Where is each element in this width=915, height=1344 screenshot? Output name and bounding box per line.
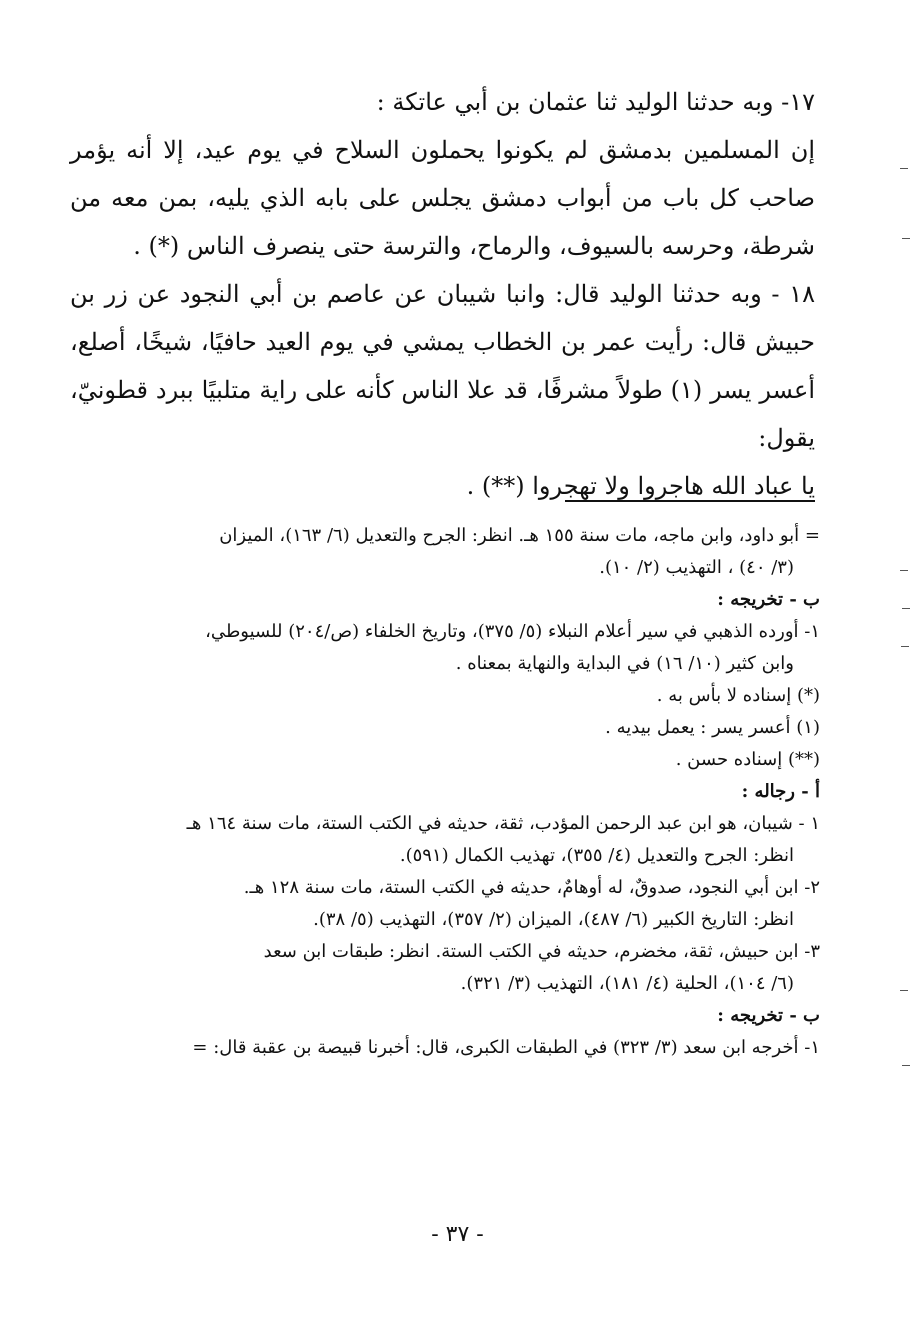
- footnote-divider: [565, 500, 815, 502]
- rijal-item: ٢- ابن أبي النجود، صدوقٌ، له أوهامٌ، حديثه في الكتب الستة، مات سنة ١٢٨ هـ.: [243, 877, 820, 898]
- footnote-note: (١) أعسر يسر : يعمل بيديه .: [605, 717, 820, 738]
- footnote-note: (*) إسناده لا بأس به .: [656, 685, 820, 706]
- page-number: - ٣٧ -: [431, 1222, 484, 1247]
- margin-mark: [900, 168, 908, 169]
- rijal-item: انظر: التاريخ الكبير (٦/ ٤٨٧)، الميزان (٢/ ٣٥٧)، التهذيب (٥/ ٣٨).: [313, 909, 794, 930]
- margin-mark: [902, 1065, 910, 1066]
- hadith-18-closing: يا عباد الله هاجروا ولا تهجروا (**) .: [466, 472, 815, 500]
- rijal-item: ٣- ابن حبيش، ثقة، مخضرم، حديثه في الكتب الستة. انظر: طبقات ابن سعد: [263, 941, 820, 962]
- footnote-continued-line: = أبو داود، وابن ماجه، مات سنة ١٥٥ هـ. انظر: الجرح والتعديل (٦/ ١٦٣)، الميزان: [219, 525, 820, 546]
- takhrij-heading: ب - تخريجه :: [717, 1005, 820, 1026]
- rijal-item: (٦/ ١٠٤)، الحلية (٤/ ١٨١)، التهذيب (٣/ ٣٢١).: [460, 973, 794, 994]
- footnote-continued-line: (٣/ ٤٠) ، التهذيب (٢/ ١٠).: [599, 557, 794, 578]
- margin-mark: [900, 570, 908, 571]
- takhrij-item: ١- أخرجه ابن سعد (٣/ ٣٢٣) في الطبقات الكبرى، قال: أخبرنا قبيصة بن عقبة قال: =: [192, 1037, 820, 1058]
- takhrij-item: ١- أورده الذهبي في سير أعلام النبلاء (٥/ ٣٧٥)، وتاريخ الخلفاء (ص/٢٠٤) للسيوطي،: [205, 621, 820, 642]
- rijal-heading: أ - رجاله :: [741, 781, 820, 802]
- margin-mark: [900, 990, 908, 991]
- footnote-note: (**) إسناده حسن .: [675, 749, 820, 770]
- rijal-item: انظر: الجرح والتعديل (٤/ ٣٥٥)، تهذيب الكمال (٥٩١).: [399, 845, 794, 866]
- takhrij-item: وابن كثير (١٠/ ١٦) في البداية والنهاية بمعناه .: [455, 653, 794, 674]
- margin-mark: [902, 608, 910, 609]
- hadith-18-body: ١٨ - وبه حدثنا الوليد قال: وانبا شيبان عن عاصم بن أبي النجود عن زر بن حبيش قال: رأيت عمر بن الخطاب يمشي في يوم العيد حافيًا، شيخًا، أصلع، أعسر يسر (١) طولاً مشرفًا، قد علا الناس كأنه على راية متلبيًا ببرد قطونيّ، يقول:: [70, 280, 816, 452]
- rijal-item: ١ - شيبان، هو ابن عبد الرحمن المؤدب، ثقة، حديثه في الكتب الستة، مات سنة ١٦٤ هـ: [186, 813, 820, 834]
- footnotes: [70, 520, 820, 1064]
- margin-mark: [902, 238, 910, 239]
- hadith-17-heading: ١٧- وبه حدثنا الوليد ثنا عثمان بن أبي عاتكة :: [376, 88, 815, 116]
- takhrij-heading: ب - تخريجه :: [717, 589, 820, 610]
- main-text: [70, 78, 815, 510]
- margin-mark: [901, 646, 909, 647]
- hadith-17-body: إن المسلمين بدمشق لم يكونوا يحملون السلاح في يوم عيد، إلا أنه يؤمر صاحب كل باب من أبواب دمشق يجلس على بابه الذي يليه، بمن معه من شرطة، وحرسه بالسيوف، والرماح، والترسة حتى ينصرف الناس (*) .: [70, 136, 815, 260]
